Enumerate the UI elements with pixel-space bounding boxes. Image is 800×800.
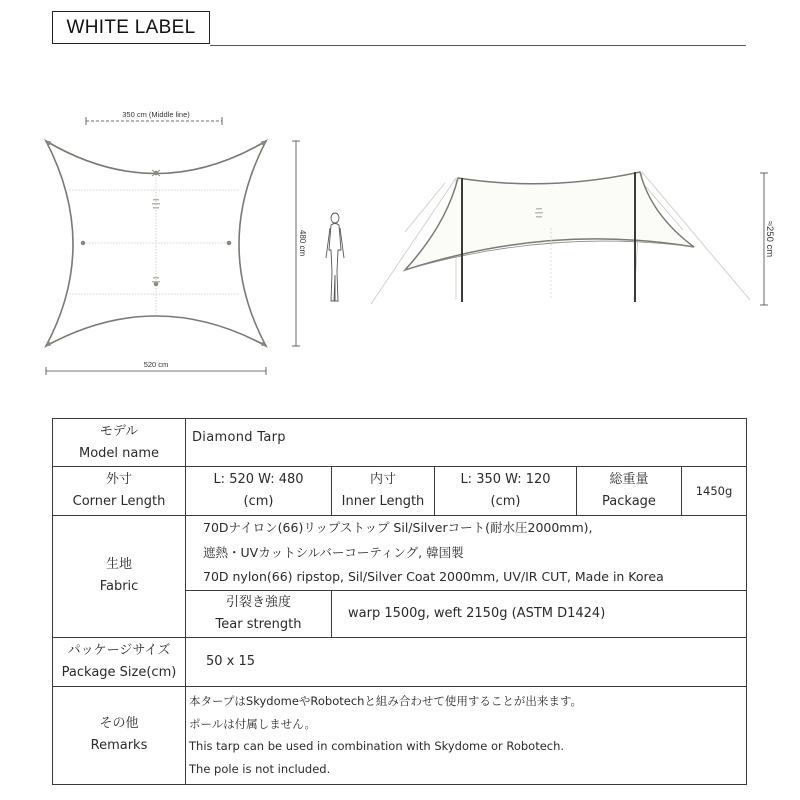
width-label: 520 cm [143,360,169,369]
remarks-label: その他 Remarks [53,686,186,784]
height-label: 480 cm [298,229,307,257]
fabric-line: 70D nylon(66) ripstop, Sil/Silver Coat 2000mm, UV/IR CUT, Made in Korea [203,569,664,584]
package-label: パッケージサイズ Package Size(cm) [53,637,186,686]
remarks-line: ポールは付属しません。 [189,716,316,731]
outer-value: L: 520 W: 480 (cm) [186,467,332,516]
row-package [53,637,747,686]
brand-label: WHITE LABEL [52,11,210,44]
weight-label: 総重量 Package [577,467,682,516]
inner-label: 内寸 Inner Length [332,467,435,516]
model-value: Diamond Tarp [186,419,747,467]
human-figure [326,213,344,301]
spec-table [52,418,747,785]
inner-value: L: 350 W: 120 (cm) [435,467,577,516]
side-view-diagram [371,172,775,305]
model-label: モデル Model name [53,419,186,467]
fabric-line: 遮熱・UVカットシルバーコーティング, 韓国製 [203,544,464,560]
middle-line-label: 350 cm (Middle line) [122,110,190,119]
tarp-outline-side [405,172,694,270]
fabric-value [186,516,747,591]
row-model [53,419,747,467]
outer-label: 外寸 Corner Length [53,467,186,516]
remarks-line: This tarp can be used in combination with Skydome or Robotech. [189,739,565,753]
package-value: 50 x 15 [186,637,747,686]
row-remarks [53,686,747,784]
row-dimensions [53,467,747,516]
remarks-line: 本タープはSkydomeやRobotechと組み合わせて使用することが出来ます。 [189,694,583,708]
remarks-value [186,686,747,784]
top-view-diagram [46,110,307,375]
side-height-label: ≈250 cm [764,220,775,258]
remarks-line: The pole is not included. [189,761,331,776]
weight-value: 1450g [682,467,747,516]
fabric-label: 生地 Fabric [53,516,186,638]
row-fabric [53,516,747,591]
tear-value: warp 1500g, weft 2150g (ASTM D1424) [332,590,747,637]
fabric-line: 70Dナイロン(66)リップストップ Sil/Silverコート(耐水圧2000mm), [203,520,593,535]
tear-label: 引裂き強度 Tear strength [186,590,332,637]
